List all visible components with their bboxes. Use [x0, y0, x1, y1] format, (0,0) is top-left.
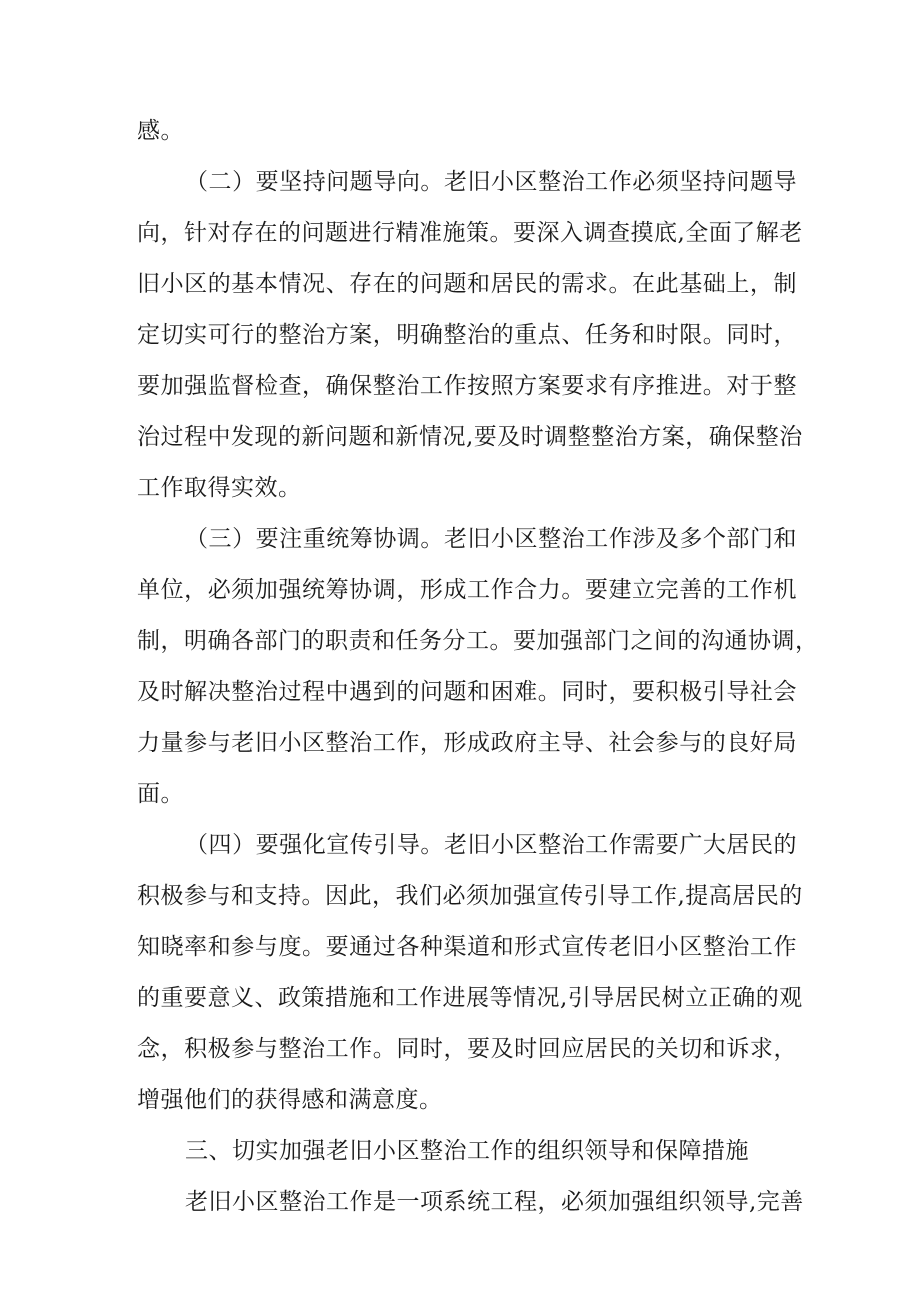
paragraph-line: 面。: [137, 781, 184, 807]
paragraph-line: 要加强监督检查，确保整治工作按照方案要求有序推进。对于整: [137, 373, 797, 399]
paragraph-line: 的重要意义、政策措施和工作进展等情况,引导居民树立正确的观: [137, 985, 803, 1011]
paragraph-line: （四）要强化宣传引导。老旧小区整治工作需要广大居民的: [185, 832, 797, 858]
paragraph-line: 及时解决整治过程中遇到的问题和困难。同时，要积极引导社会: [137, 679, 797, 705]
paragraph-line: 定切实可行的整治方案，明确整治的重点、任务和时限。同时，: [137, 322, 797, 348]
paragraph-line: 念，积极参与整治工作。同时，要及时回应居民的关切和诉求，: [137, 1036, 797, 1062]
paragraph-line: （三）要注重统筹协调。老旧小区整治工作涉及多个部门和: [185, 526, 797, 552]
paragraph-line: 旧小区的基本情况、存在的问题和居民的需求。在此基础上，制: [137, 271, 797, 297]
section-heading: 三、切实加强老旧小区整治工作的组织领导和保障措施: [185, 1138, 749, 1164]
paragraph-line: （二）要坚持问题导向。老旧小区整治工作必须坚持问题导: [185, 169, 797, 195]
paragraph-line: 感。: [137, 118, 184, 144]
paragraph-line: 制，明确各部门的职责和任务分工。要加强部门之间的沟通协调，: [137, 628, 819, 654]
paragraph-line: 治过程中发现的新问题和新情况,要及时调整整治方案，确保整治: [137, 424, 803, 450]
paragraph-line: 积极参与和支持。因此，我们必须加强宣传引导工作,提高居民的: [137, 883, 803, 909]
paragraph-line: 增强他们的获得感和满意度。: [137, 1087, 443, 1113]
paragraph-line: 工作取得实效。: [137, 475, 302, 501]
paragraph-line: 力量参与老旧小区整治工作，形成政府主导、社会参与的良好局: [137, 730, 797, 756]
paragraph-line: 单位，必须加强统筹协调，形成工作合力。要建立完善的工作机: [137, 577, 797, 603]
paragraph-line: 知晓率和参与度。要通过各种渠道和形式宣传老旧小区整治工作: [137, 934, 797, 960]
paragraph-line: 向，针对存在的问题进行精准施策。要深入调查摸底,全面了解老: [137, 220, 803, 246]
paragraph-line: 老旧小区整治工作是一项系统工程，必须加强组织领导,完善: [185, 1189, 804, 1215]
